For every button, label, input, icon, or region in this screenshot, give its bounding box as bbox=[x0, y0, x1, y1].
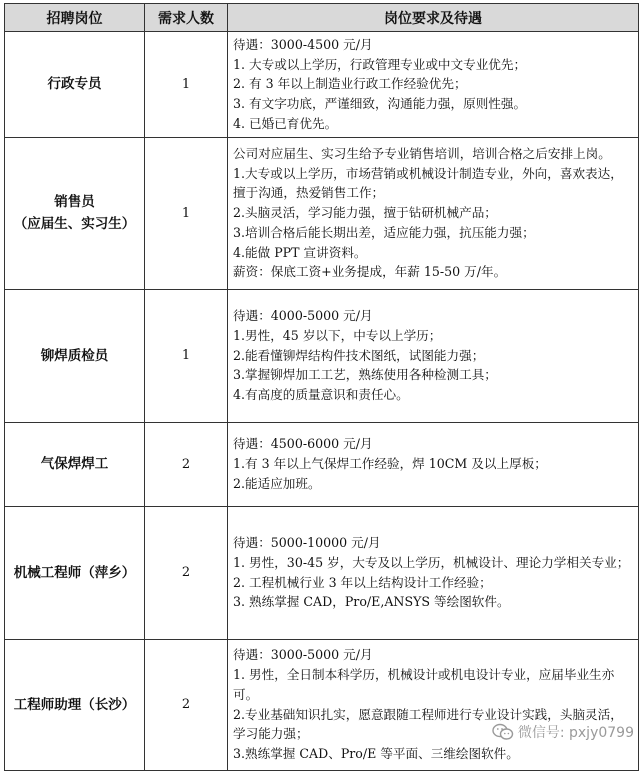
requirements-cell bbox=[228, 137, 639, 289]
requirements-cell bbox=[228, 639, 639, 770]
requirement-line: 3. 熟练掌握 CAD，Pro/E,ANSYS 等绘图软件。 bbox=[233, 594, 510, 610]
requirement-line: 2. 有 3 年以上制造业行政工作经验优先； bbox=[233, 76, 467, 92]
table-row bbox=[5, 137, 639, 289]
requirement-line: 待遇：4500-6000 元/月 bbox=[233, 436, 373, 452]
header-position: 招聘岗位 bbox=[5, 4, 145, 32]
headcount-cell: 2 bbox=[145, 639, 228, 770]
requirement-line: 4.有高度的质量意识和责任心。 bbox=[233, 387, 409, 403]
requirement-line: 1. 男性，30-45 岁，大专及以上学历，机械设计、理论力学相关专业； bbox=[233, 554, 630, 570]
requirement-line: 3. 有文字功底，严谨细致，沟通能力强，原则性强。 bbox=[233, 96, 527, 112]
position-cell bbox=[5, 289, 145, 422]
table-row bbox=[5, 639, 639, 770]
position-cell bbox=[5, 137, 145, 289]
requirement-line: 待遇：3000-4500 元/月 bbox=[233, 37, 373, 52]
requirement-line: 2.能看懂铆焊结构件技术图纸，试图能力强； bbox=[233, 347, 485, 363]
position-name: 工程师助理（长沙） bbox=[13, 696, 136, 713]
requirement-line: 2.专业基础知识扎实，愿意跟随工程师进行专业设计实践，头脑灵活，学习能力强； bbox=[233, 706, 623, 742]
requirement-line: 1.大专或以上学历，市场营销或机械设计制造专业，外向，喜欢表达，擅于沟通，热爱销售工作； bbox=[233, 165, 623, 201]
wechat-icon bbox=[492, 723, 514, 741]
position-cell bbox=[5, 32, 145, 138]
header-count: 需求人数 bbox=[145, 4, 228, 32]
requirements-cell bbox=[228, 506, 639, 639]
wechat-id-text: 微信号: pxjy0799 bbox=[517, 725, 634, 741]
requirement-line: 1.男性，45 岁以下，中专以上学历； bbox=[233, 327, 442, 343]
job-table bbox=[4, 3, 639, 771]
requirement-line: 待遇：3000-5000 元/月 bbox=[233, 647, 373, 663]
position-cell bbox=[5, 506, 145, 639]
position-name: （应届生、实习生） bbox=[13, 216, 136, 233]
requirement-line: 3.掌握铆焊加工工艺，熟练使用各种检测工具； bbox=[233, 367, 497, 383]
table-row bbox=[5, 289, 639, 422]
requirement-line: 1. 男性，全日制本科学历，机械设计或机电设计专业，应届毕业生亦可。 bbox=[233, 667, 615, 702]
wechat-watermark bbox=[492, 721, 634, 743]
headcount-cell: 1 bbox=[145, 32, 228, 138]
requirements-cell bbox=[228, 289, 639, 422]
requirements-cell bbox=[228, 422, 639, 506]
position-name: 气保焊焊工 bbox=[40, 456, 109, 473]
table-row bbox=[5, 506, 639, 639]
requirement-line: 待遇：4000-5000 元/月 bbox=[233, 308, 373, 324]
position-name: 销售员 bbox=[54, 194, 95, 211]
position-name: 行政专员 bbox=[47, 76, 102, 93]
requirement-line: 1. 大专或以上学历，行政管理专业或中文专业优先； bbox=[233, 56, 527, 72]
requirement-line: 2. 工程机械行业 3 年以上结构设计工作经验； bbox=[233, 574, 492, 590]
table-row bbox=[5, 32, 639, 138]
position-cell bbox=[5, 422, 145, 506]
header-requirements: 岗位要求及待遇 bbox=[228, 4, 639, 32]
requirement-line: 1.有 3 年以上气保焊工作经验，焊 10CM 及以上厚板； bbox=[233, 456, 547, 472]
table-row bbox=[5, 422, 639, 506]
table-header-row bbox=[5, 4, 639, 32]
requirement-line: 4. 已婚已育优先。 bbox=[233, 115, 338, 131]
position-name: 机械工程师（萍乡） bbox=[13, 564, 136, 581]
requirement-line: 2.头脑灵活，学习能力强，擅于钻研机械产品； bbox=[233, 205, 497, 221]
requirement-line: 3.熟练掌握 CAD、Pro/E 等平面、三维绘图软件。 bbox=[233, 745, 519, 761]
headcount-cell: 1 bbox=[145, 137, 228, 289]
headcount-cell: 2 bbox=[145, 506, 228, 639]
position-name: 铆焊质检员 bbox=[40, 347, 109, 364]
requirement-line: 2.能适应加班。 bbox=[233, 475, 321, 491]
headcount-cell: 2 bbox=[145, 422, 228, 506]
requirement-line: 公司对应届生、实习生给予专业销售培训，培训合格之后安排上岗。 bbox=[233, 146, 611, 162]
position-cell bbox=[5, 639, 145, 770]
requirements-cell bbox=[228, 32, 639, 138]
requirement-line: 3.培训合格后能长期出差，适应能力强，抗压能力强； bbox=[233, 224, 535, 240]
requirement-line: 待遇：5000-10000 元/月 bbox=[233, 535, 381, 551]
requirement-line: 4.能做 PPT 宣讲资料。 bbox=[233, 244, 367, 260]
headcount-cell: 1 bbox=[145, 289, 228, 422]
requirement-line: 薪资：保底工资+业务提成，年薪 15-50 万/年。 bbox=[233, 264, 507, 280]
